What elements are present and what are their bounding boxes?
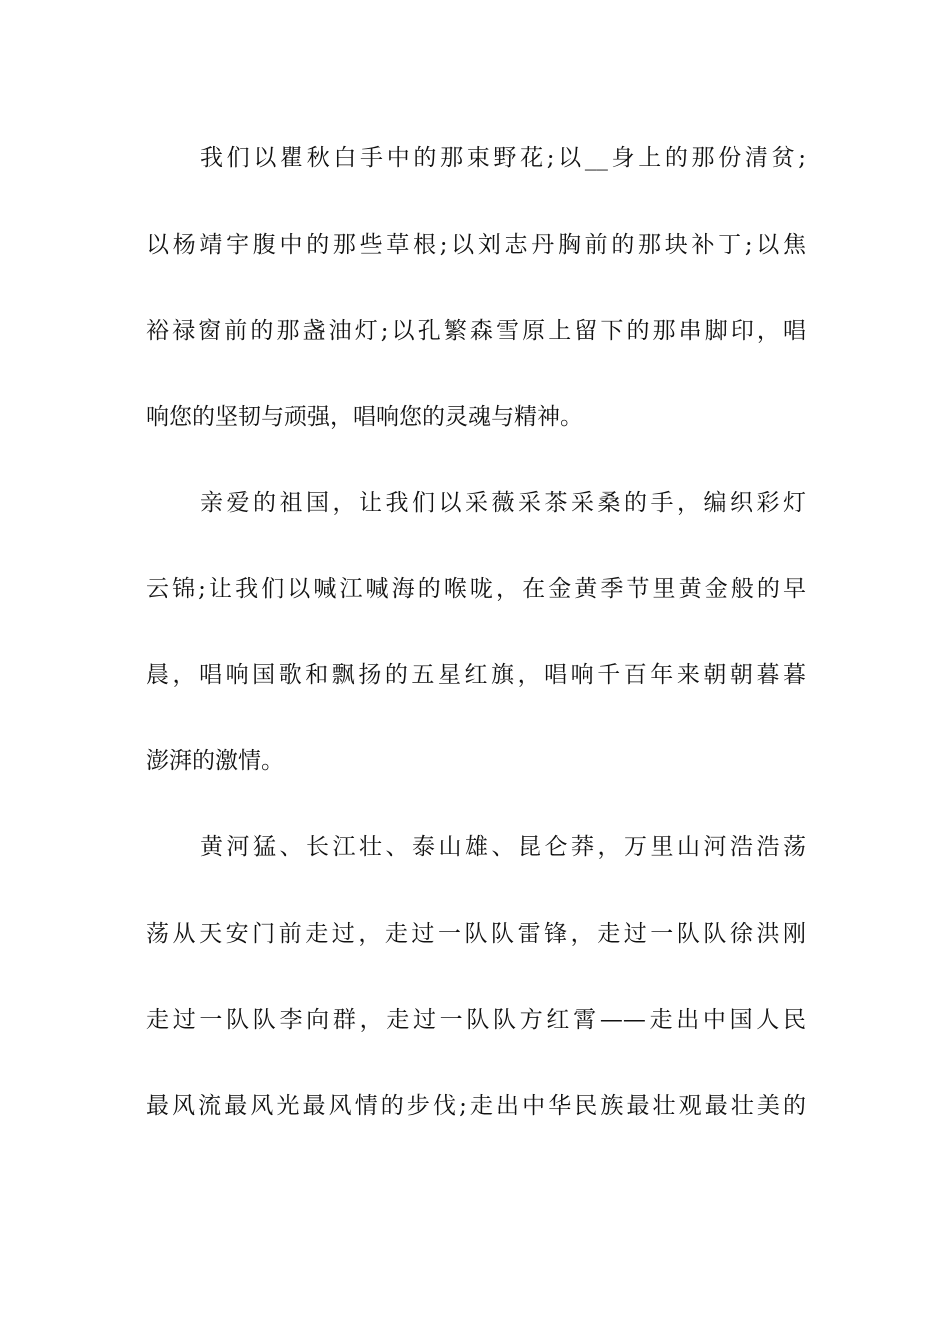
paragraph-2-line-1: 亲爱的祖国，让我们以采薇采茶采桑的手，编织彩灯 — [200, 490, 806, 516]
paragraph-3-line-4: 最风流最风光最风情的步伐;走出中华民族最壮观最壮美的 — [146, 1093, 806, 1119]
paragraph-3-line-1: 黄河猛、长江壮、泰山雄、昆仑莽，万里山河浩浩荡 — [200, 834, 806, 860]
paragraph-2-line-4: 澎湃的激情。 — [146, 748, 284, 774]
paragraph-2-line-2: 云锦;让我们以喊江喊海的喉咙，在金黄季节里黄金般的早 — [146, 576, 806, 602]
paragraph-1-line-1: 我们以瞿秋白手中的那束野花;以__身上的那份清贫; — [200, 145, 806, 171]
paragraph-2-line-3: 晨，唱响国歌和飘扬的五星红旗，唱响千百年来朝朝暮暮 — [146, 662, 806, 688]
paragraph-1-line-2: 以杨靖宇腹中的那些草根;以刘志丹胸前的那块补丁;以焦 — [146, 232, 806, 258]
paragraph-3-line-2: 荡从天安门前走过，走过一队队雷锋，走过一队队徐洪刚 — [146, 921, 806, 947]
paragraph-3-line-3: 走过一队队李向群，走过一队队方红霄——走出中国人民 — [146, 1007, 806, 1033]
paragraph-1-line-4: 响您的坚韧与顽强，唱响您的灵魂与精神。 — [146, 404, 583, 430]
paragraph-1-line-3: 裕禄窗前的那盏油灯;以孔繁森雪原上留下的那串脚印，唱 — [146, 318, 806, 344]
